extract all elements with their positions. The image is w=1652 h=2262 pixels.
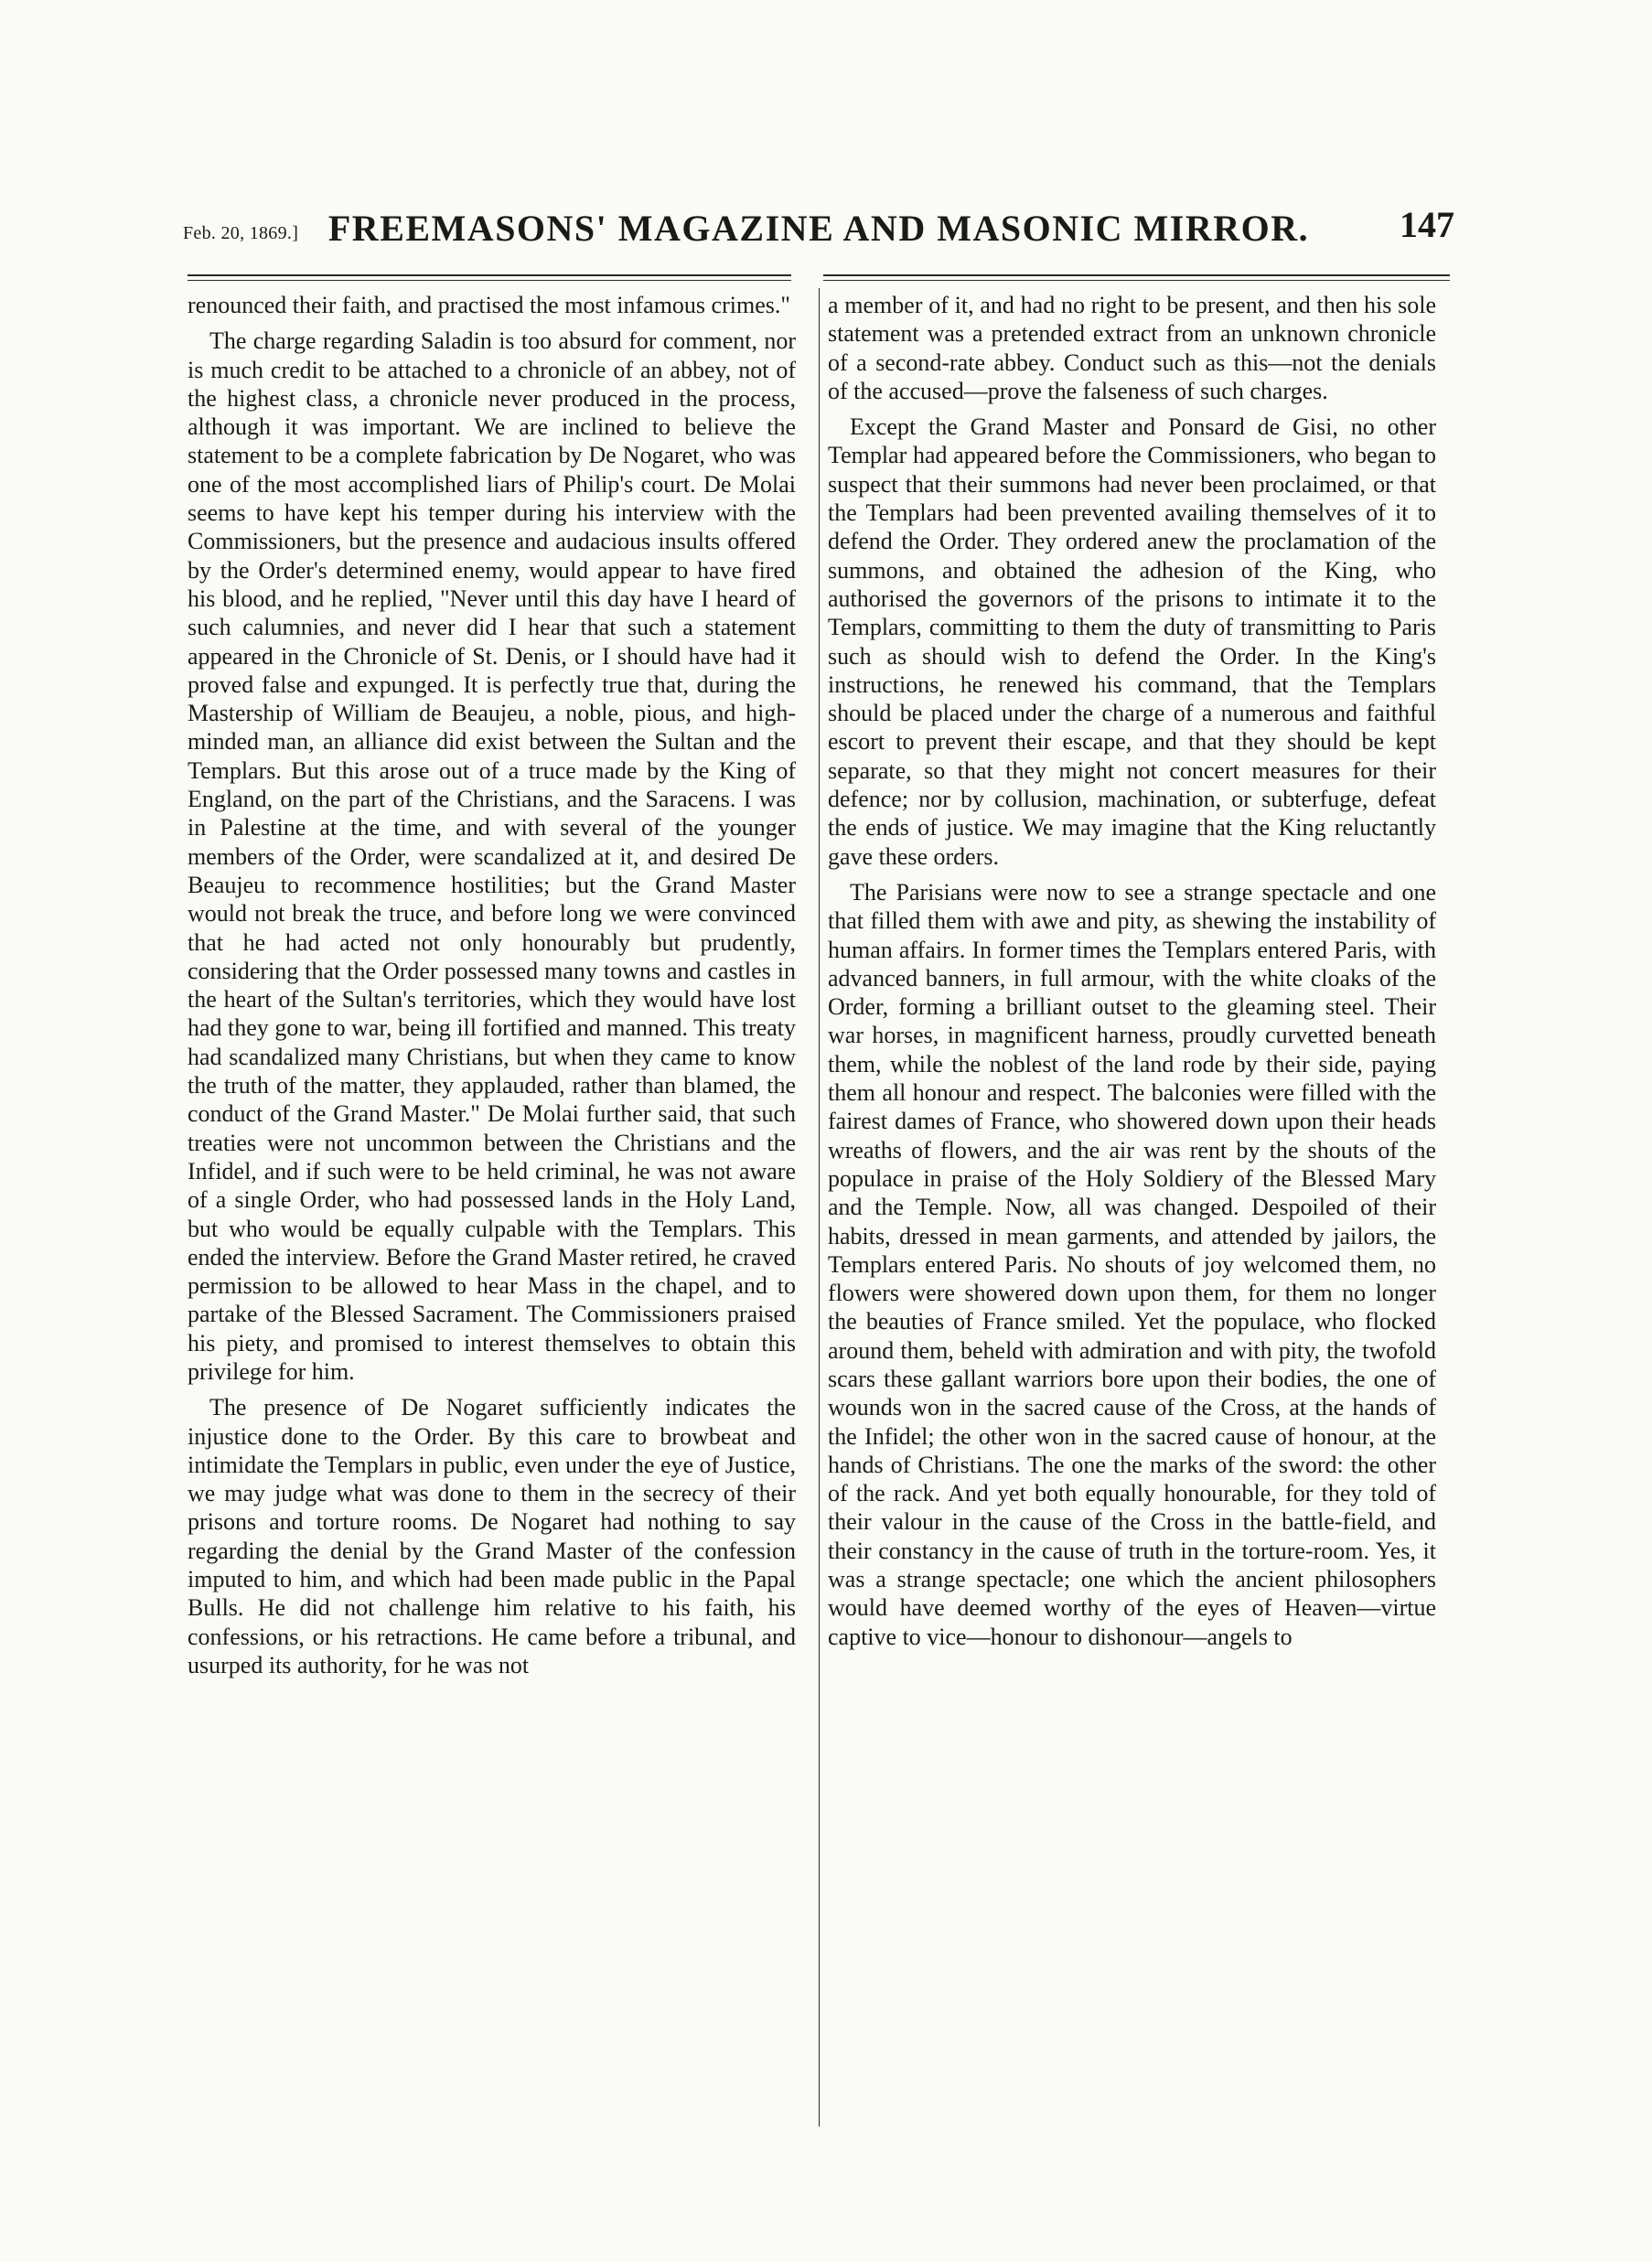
left-paragraph-1: renounced their faith, and practised the most infamous crimes." xyxy=(188,292,790,318)
header-rule-right xyxy=(823,274,1450,276)
left-column xyxy=(188,291,796,1679)
right-paragraph-1: a member of it, and had no right to be present, and then his sole statement was a pretended extract from an unknown chronicle of a second-rate abbey. Conduct such as this—not the denials of the accused—prove the falseness of such charges. xyxy=(828,292,1436,404)
publication-title: FREEMASONS' MAGAZINE AND MASONIC MIRROR. xyxy=(327,208,1310,249)
right-paragraph-2: Except the Grand Master and Ponsard de Gisi, no other Templar had appeared before the Commissioners, who began to suspect that their summons had never been proclaimed, or that the Templars had been prevented availing themselves of it to defend the Order. They ordered anew the proclamation of the summons, and obtained the adhesion of the King, who authorised the governors of the prisons to intimate it to the Templars, committing to them the duty of transmitting to Paris such as should wish to defend the Order. In the King's instructions, he renewed his command, that the Templars should be placed under the charge of a numerous and faithful escort to prevent their escape, and that they should be kept separate, so that they might not concert measures for their defence; nor by collusion, machination, or subterfuge, defeat the ends of justice. We may imagine that the King reluctantly gave these orders. xyxy=(828,413,1436,870)
column-divider xyxy=(819,288,820,2127)
page-number: 147 xyxy=(1400,204,1454,245)
left-paragraph-3: The presence of De Nogaret sufficiently indicates the injustice done to the Order. By this care to browbeat and intimidate the Templars in public, even under the eye of Justice, we may judge what was done to them in the secrecy of their prisons and torture rooms. De Nogaret had nothing to say regarding the denial by the Grand Master of the confession imputed to him, and which had been made public in the Papal Bulls. He did not challenge him relative to his faith, his confessions, or his retractions. He came before a tribunal, and usurped its authority, for he was not xyxy=(188,1394,796,1678)
header-rule-left-thin xyxy=(188,280,791,281)
page-header xyxy=(183,201,1454,265)
issue-date: Feb. 20, 1869.] xyxy=(183,223,299,243)
right-column xyxy=(828,291,1436,1651)
header-rule-right-thin xyxy=(823,280,1450,281)
header-rule-left xyxy=(188,274,791,276)
right-paragraph-3: The Parisians were now to see a strange spectacle and one that filled them with awe and pity, as shewing the instability of human affairs. In former times the Templars entered Paris, with advanced banners, in full armour, with the white cloaks of the Order, forming a brilliant outset to the gleaming steel. Their war horses, in magnificent harness, proudly curvetted beneath them, while the noblest of the land rode by their side, paying them all honour and respect. The balconies were filled with the fairest dames of France, who showered down upon their heads wreaths of flowers, and the air was rent by the shouts of the populace in praise of the Holy Soldiery of the Blessed Mary and the Temple. Now, all was changed. Despoiled of their habits, dressed in mean garments, and attended by jailors, the Templars entered Paris. No shouts of joy welcomed them, no flowers were showered down upon them, for them no longer the beauties of France smiled. Yet the populace, who flocked around them, beheld with admiration and with pity, the twofold scars these gallant warriors bore upon their bodies, the one of wounds won in the sacred cause of the Cross, at the hands of the Infidel; the other won in the sacred cause of honour, at the hands of Christians. The one the marks of the sword: the other of the rack. And yet both equally honourable, for they told of their valour in the cause of the Cross in the battle-field, and their constancy in the cause of truth in the torture-room. Yes, it was a strange spectacle; one which the ancient philosophers would have deemed worthy of the eyes of Heaven—virtue captive to vice—honour to dishonour—angels to xyxy=(828,878,1436,1650)
left-paragraph-2: The charge regarding Saladin is too absurd for comment, nor is much credit to be attached to a chronicle of an abbey, not of the highest class, a chronicle never produced in the process, although it was important. We are inclined to believe the statement to be a complete fabrication by De Nogaret, who was one of the most accomplished liars of Philip's court. De Molai seems to have kept his temper during his interview with the Commissioners, but the presence and audacious insults offered by the Order's determined enemy, would appear to have fired his blood, and he replied, "Never until this day have I heard of such calumnies, and never did I hear that such a statement appeared in the Chronicle of St. Denis, or I should have had it proved false and expunged. It is perfectly true that, during the Mastership of William de Beaujeu, a noble, pious, and high-minded man, an alliance did exist between the Sultan and the Templars. But this arose out of a truce made by the King of England, on the part of the Christians, and the Saracens. I was in Palestine at the time, and with several of the younger members of the Order, were scandalized at it, and desired De Beaujeu to recommence hostilities; but the Grand Master would not break the truce, and before long we were convinced that he had acted not only honourably but prudently, considering that the Order possessed many towns and castles in the heart of the Sultan's territories, which they would have lost had they gone to war, being ill fortified and manned. This treaty had scandalized many Christians, but when they came to know the truth of the matter, they applauded, rather than blamed, the conduct of the Grand Master." De Molai further said, that such treaties were not uncommon between the Christians and the Infidel, and if such were to be held criminal, he was not aware of a single Order, who had possessed lands in the Holy Land, but who would be equally culpable with the Templars. This ended the interview. Before the Grand Master retired, he craved permission to be allowed to hear Mass in the chapel, and to partake of the Blessed Sacrament. The Commissioners praised his piety, and promised to interest themselves to obtain this privilege for him. xyxy=(188,327,796,1385)
